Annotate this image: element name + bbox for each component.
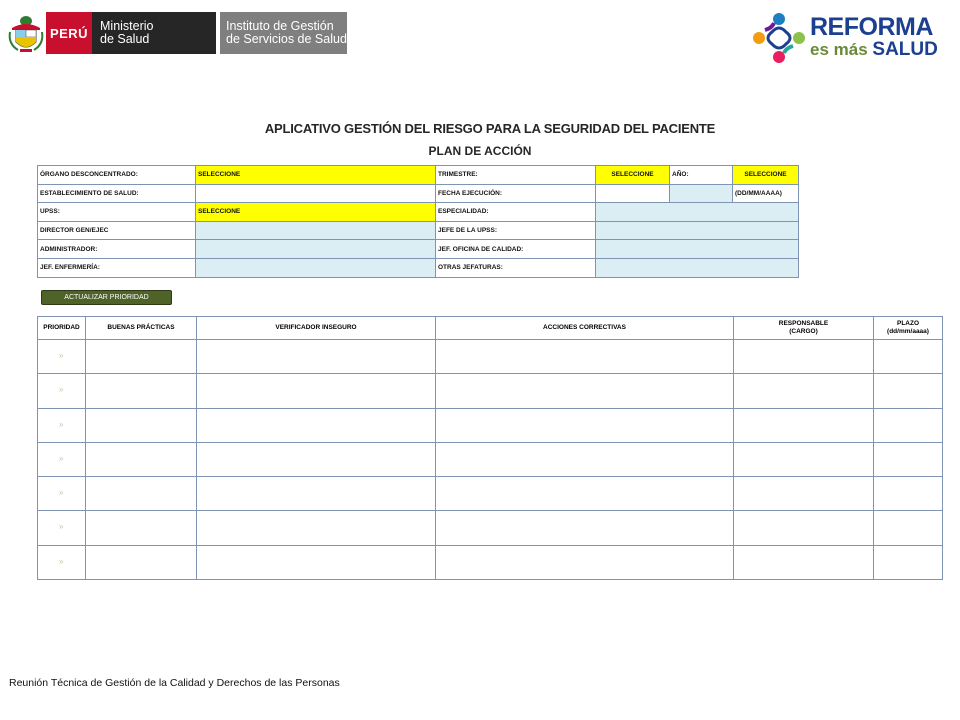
fecha-label: FECHA EJECUCIÓN: [436,184,596,203]
verificador-cell[interactable] [197,374,436,408]
director-label: DIRECTOR GEN/EJEC [38,221,196,240]
responsable-cell[interactable] [734,340,874,374]
acciones-cell[interactable] [436,340,734,374]
table-row [38,477,943,511]
responsable-cell[interactable] [734,477,874,511]
coat-of-arms-icon [6,12,46,54]
responsable-cell[interactable] [734,374,874,408]
plazo-cell[interactable] [874,442,943,476]
verificador-cell[interactable] [197,477,436,511]
responsable-cell[interactable] [734,545,874,579]
director-input[interactable] [196,221,436,240]
responsable-cell[interactable] [734,408,874,442]
acciones-cell[interactable] [436,511,734,545]
administrador-input[interactable] [196,240,436,259]
administrador-label: ADMINISTRADOR: [38,240,196,259]
reforma-word: REFORMA [810,13,933,41]
col-plazo [874,317,943,340]
row-marker-icon: » [59,351,64,360]
trimestre-select[interactable]: SELECCIONE [596,166,670,185]
page-subtitle: PLAN DE ACCIÓN [428,144,532,158]
trimestre-label: TRIMESTRE: [436,166,596,185]
responsable-cell[interactable] [734,511,874,545]
reforma-logo [750,10,940,66]
responsable-cell[interactable] [734,442,874,476]
table-row [38,511,943,545]
verificador-cell[interactable] [197,511,436,545]
esmas-salud [810,40,938,60]
acciones-cell[interactable] [436,477,734,511]
col-plazo-l2: (dd/mm/aaaa) [887,328,929,335]
instituto-line1: Instituto de Gestión [226,19,334,33]
prioridad-cell[interactable] [38,340,86,374]
ministerio-label [92,12,216,54]
col-plazo-l1: PLAZO [896,320,920,327]
instituto-line2: de Servicios de Salud [226,32,347,46]
fecha-input[interactable] [670,184,733,203]
especialidad-input[interactable] [596,203,799,222]
footer-text: Reunión Técnica de Gestión de la Calidad y Derechos de las Personas [9,677,340,689]
anio-select[interactable]: SELECCIONE [733,166,799,185]
jefe-upss-label: JEFE DE LA UPSS: [436,221,596,240]
jef-calidad-input[interactable] [596,240,799,259]
buenas-practicas-cell[interactable] [86,340,197,374]
buenas-practicas-cell[interactable] [86,511,197,545]
row-marker-icon: » [59,522,64,532]
jef-enfermeria-input[interactable] [196,258,436,277]
buenas-practicas-cell[interactable] [86,477,197,511]
buenas-practicas-cell[interactable] [86,408,197,442]
otras-jefaturas-label: OTRAS JEFATURAS: [436,258,596,277]
prioridad-cell[interactable] [38,442,86,476]
fecha-spacer [596,184,670,203]
prioridad-cell[interactable] [38,374,86,408]
es-mas-word: es más [810,40,868,59]
upss-label: UPSS: [38,203,196,222]
table-row [38,442,943,476]
plazo-cell[interactable] [874,545,943,579]
fecha-hint: (DD/MM/AAAA) [733,184,799,203]
header-form [37,165,799,278]
jef-enfermeria-label: JEF. ENFERMERÍA: [38,258,196,277]
ministerio-line2: de Salud [100,32,150,46]
row-marker-icon: » [59,488,64,498]
table-row [38,340,943,374]
plazo-cell[interactable] [874,408,943,442]
acciones-cell[interactable] [436,374,734,408]
plazo-cell[interactable] [874,374,943,408]
prioridad-cell[interactable] [38,545,86,579]
col-acciones: ACCIONES CORRECTIVAS [436,317,734,340]
col-buenas-practicas: BUENAS PRÁCTICAS [86,317,197,340]
verificador-cell[interactable] [197,340,436,374]
prioridad-cell[interactable] [38,511,86,545]
prioridad-cell[interactable] [38,408,86,442]
upss-select[interactable]: SELECCIONE [196,203,436,222]
update-priority-button[interactable]: ACTUALIZAR PRIORIDAD [41,290,172,305]
buenas-practicas-cell[interactable] [86,545,197,579]
jef-calidad-label: JEF. OFICINA DE CALIDAD: [436,240,596,259]
col-responsable-l2: (CARGO) [789,328,818,335]
verificador-cell[interactable] [197,408,436,442]
action-plan-table [37,316,943,580]
acciones-cell[interactable] [436,545,734,579]
establecimiento-field[interactable] [196,184,436,203]
page-title: APLICATIVO GESTIÓN DEL RIESGO PARA LA SEGURIDAD DEL PACIENTE [264,121,716,136]
organo-label: ÓRGANO DESCONCENTRADO: [38,166,196,185]
instituto-label [220,12,347,54]
prioridad-cell[interactable] [38,477,86,511]
acciones-cell[interactable] [436,442,734,476]
plazo-cell[interactable] [874,477,943,511]
verificador-cell[interactable] [197,545,436,579]
row-marker-icon: » [59,556,64,566]
table-row [38,374,943,408]
table-row [38,545,943,579]
plazo-cell[interactable] [874,340,943,374]
otras-jefaturas-input[interactable] [596,258,799,277]
plazo-cell[interactable] [874,511,943,545]
establecimiento-label: ESTABLECIMIENTO DE SALUD: [38,184,196,203]
verificador-cell[interactable] [197,442,436,476]
reforma-cross-icon [750,10,808,66]
row-marker-icon: » [59,453,64,463]
row-marker-icon: » [59,385,64,395]
buenas-practicas-cell[interactable] [86,442,197,476]
minsa-logo [6,12,347,54]
peru-label: PERÚ [46,12,92,54]
buenas-practicas-cell[interactable] [86,374,197,408]
table-row [38,408,943,442]
anio-label: AÑO: [670,166,733,185]
ministerio-line1: Ministerio [100,19,154,33]
organo-select[interactable]: SELECCIONE [196,166,436,185]
col-responsable [734,317,874,340]
acciones-cell[interactable] [436,408,734,442]
especialidad-label: ESPECIALIDAD: [436,203,596,222]
row-marker-icon: » [59,419,64,429]
jefe-upss-input[interactable] [596,221,799,240]
col-responsable-l1: RESPONSABLE [778,320,829,327]
salud-word: SALUD [872,39,938,60]
col-verificador: VERIFICADOR INSEGURO [197,317,436,340]
col-prioridad: PRIORIDAD [38,317,86,340]
